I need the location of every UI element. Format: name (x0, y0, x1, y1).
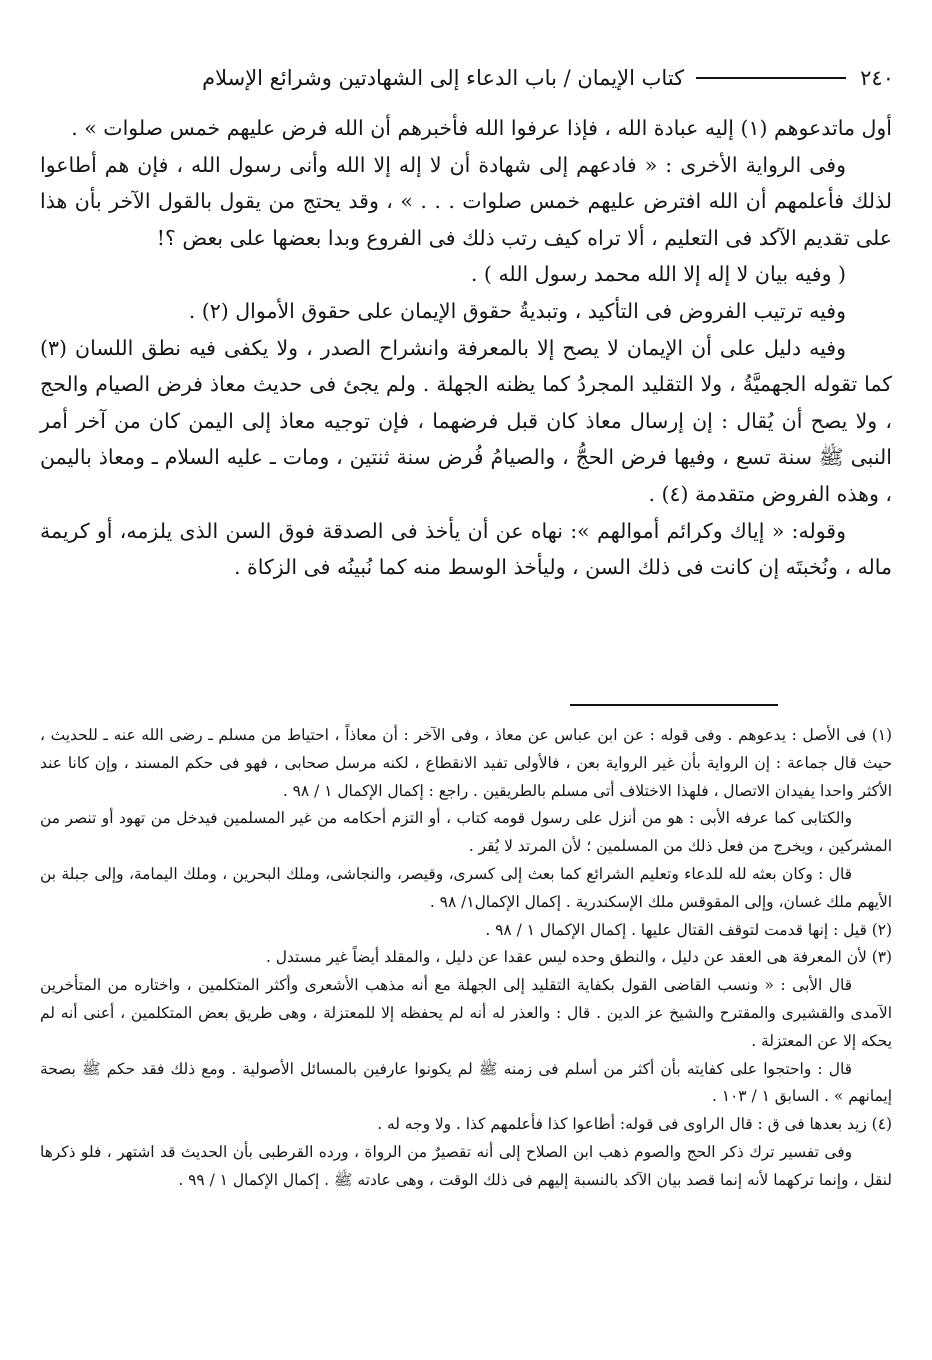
footnote-paragraph: (٢) قيل : إنها قدمت لتوقف القتال عليها . إكمال الإكمال ١ / ٩٨ . (485, 920, 892, 939)
footnote-divider (570, 704, 778, 706)
running-title: كتاب الإيمان / باب الدعاء إلى الشهادتين وشرائع الإسلام (202, 66, 685, 90)
main-paragraph: ( وفيه بيان لا إله إلا الله محمد رسول الله ) . (470, 262, 846, 287)
main-paragraph: وقوله: « إياك وكرائم أموالهم »: نهاه عن أن يأخذ فى الصدقة فوق السن الذى يلزمه، أو كريمة ماله ، ونُخبتَه إن كانت فى ذلك السن ، وليأخذ الوسط منه كما نُبينُه فى الزكاة . (40, 518, 892, 580)
main-paragraph: وفى الرواية الأخرى : « فادعهم إلى شهادة أن لا إله إلا الله وأنى رسول الله ، فإن هم أطاعوا لذلك فأعلمهم أن الله افترض عليهم خمس صلوات . . . » ، وقد يحتج من يقول بالقول الآخر بأن هذا على تقديم الآكد فى التعليم ، ألا تراه كيف رتب ذلك فى الفروع وبدا بعضها على بعض ؟! (40, 152, 892, 250)
footnote-paragraph: (٤) زيد بعدها فى ق : قال الراوى فى قوله: أطاعوا كذا فأعلمهم كذا . ولا وجه له . (377, 1115, 892, 1134)
page-number: ٢٤٠ (860, 66, 894, 90)
footnote-paragraph: قال الأبى : « ونسب القاضى القول بكفاية التقليد إلى الجهلة مع أنه مذهب الأشعرى وأكثر المتكلمين ، واختاره من المتأخرين الآمدى والقشيرى والمقترح والشيخ عز الدين . قال : والعذر له أنه لم يحفظه إلا للمعتزلة ، وهى طريق بعض المتكلمين ، أعنى أنه لم يحكه إلا عن المعتزلة . (40, 976, 892, 1050)
footnote-paragraph: (١) فى الأصل : يدعوهم . وفى قوله : عن ابن عباس عن معاذ ، وفى الآخر : أن معاذاً ، احتياط من مسلم ـ رضى الله عنه ـ للحديث ، حيث قال جماعة : إن الرواية بأن غير الرواية بعن ، فالأولى تفيد الانقطاع ، لكنه مرسل صحابى ، فهو فى حكم المسند ، وإن كانا عند الأكثر واحدا يفيدان الاتصال ، فلهذا الاختلاف أتى مسلم بالطريقين . راجع : إكمال الإكمال ١ / ٩٨ . (40, 726, 892, 800)
running-header (38, 60, 894, 96)
footnote-paragraph: قال : واحتجوا على كفايته بأن أكثر من أسلم فى زمنه ﷺ لم يكونوا عارفين بالمسائل الأصولية . ومع ذلك فقد حكم ﷺ بصحة إيمانهم » . السابق ١ / ١٠٣ . (40, 1059, 892, 1106)
header-rule (696, 77, 846, 79)
footnote-paragraph: (٣) لأن المعرفة هى العقد عن دليل ، والنطق وحده ليس عقدا عن دليل ، والمقلد أيضاً غير مستدل . (265, 948, 892, 967)
main-paragraph: وفيه دليل على أن الإيمان لا يصح إلا بالمعرفة وانشراح الصدر ، ولا يكفى فيه نطق اللسان (٣) كما تقوله الجهميَّةُ ، ولا التقليد المجردُ كما يظنه الجهلة . ولم يجئ فى حديث معاذ فرض الصيام والحج ، ولا يصح أن يُقال : إن إرسال معاذ كان قبل فرضهما ، فإن توجيه معاذ إلى اليمن كان من آخر أمر النبى ﷺ سنة تسع ، وفيها فرض الحجُّ ، والصيامُ فُرض سنة ثنتين ، ومات ـ عليه السلام ـ ومعاذ باليمن ، وهذه الفروض متقدمة (٤) . (40, 335, 893, 506)
main-paragraph: وفيه ترتيب الفروض فى التأكيد ، وتبديةُ حقوق الإيمان على حقوق الأموال (٢) . (188, 298, 846, 323)
main-paragraph: أول ماتدعوهم (١) إليه عبادة الله ، فإذا عرفوا الله فأخبرهم أن الله فرض عليهم خمس صلوات » . (71, 116, 892, 140)
footnote-paragraph: وفى تفسير ترك ذكر الحج والصوم ذهب ابن الصلاح إلى أنه تقصيرٌ من الرواة ، ورده القرطبى بأن الحديث قد اشتهر ، فلو ذكرها لنقل ، وإنما تركهما لأنه إنما قصد بيان الآكد بالنسبة إليهم فى ذلك الوقت ، وهى عادته ﷺ . إكمال الإكمال ١ / ٩٩ . (40, 1142, 892, 1189)
main-text (40, 110, 892, 586)
footnote-paragraph: قال : وكان بعثه لله للدعاء وتعليم الشرائع كما بعث إلى كسرى، وقيصر، والنجاشى، وملك البحرين ، وملك اليمامة، وإلى جبلة بن الأيهم ملك غسان، وإلى المقوقس ملك الإسكندرية . إكمال الإكمال١/ ٩٨ . (40, 864, 892, 911)
footnotes (40, 722, 892, 1195)
footnote-paragraph: والكتابى كما عرفه الأبى : هو من أنزل على رسول قومه كتاب ، أو التزم أحكامه من غير المسلمين فيدخل من تهود أو تنصر من المشركين ، ويخرج من فعل ذلك من المسلمين ؛ لأن المرتد لا يُقر . (40, 809, 892, 856)
